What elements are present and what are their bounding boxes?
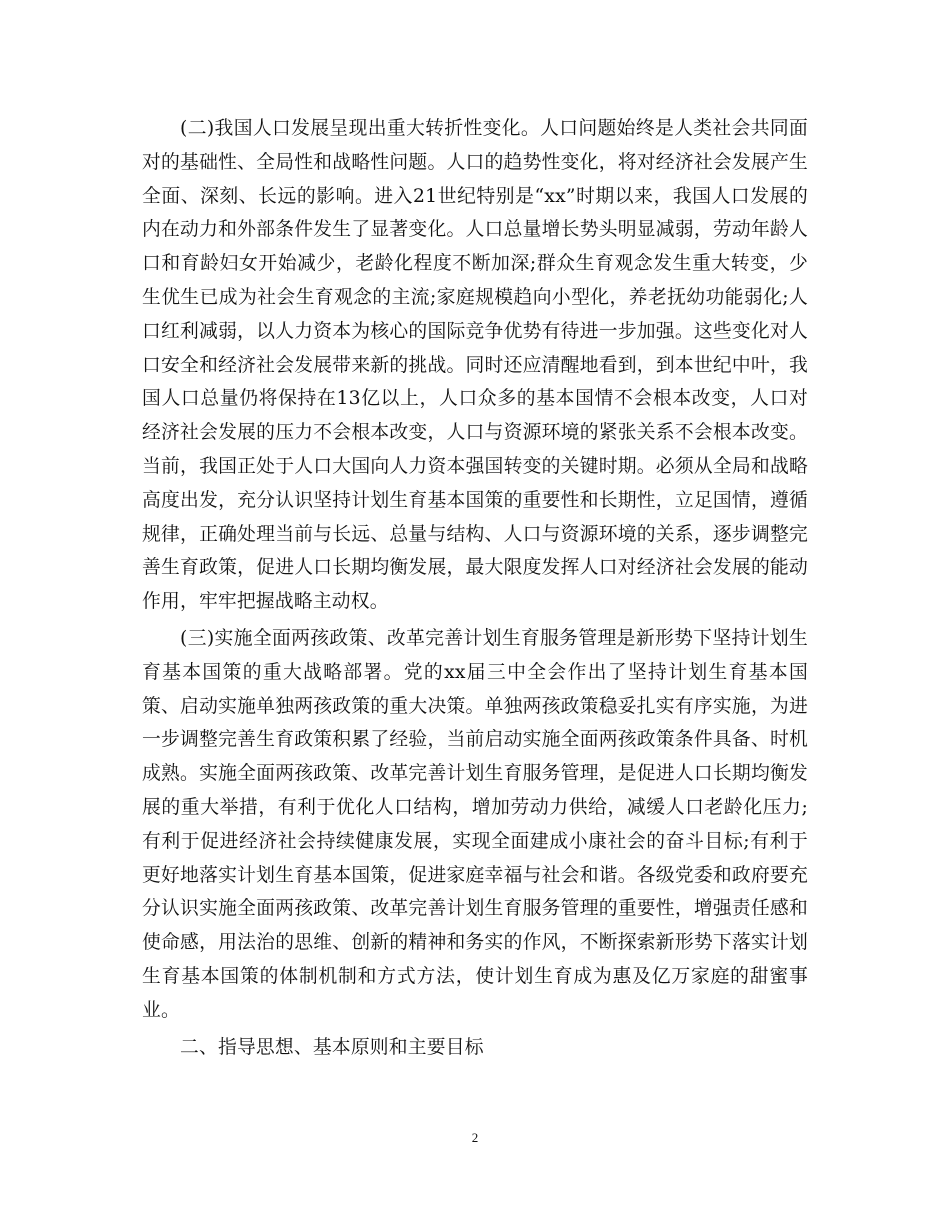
paragraph-population-transition: (二)我国人口发展呈现出重大转折性变化。人口问题始终是人类社会共同面对的基础性、全局性和战略性问题。人口的趋势性变化，将对经济社会发展产生全面、深刻、长远的影响。进入21世纪特别是“xx”时期以来，我国人口发展的内在动力和外部条件发生了显著变化。人口总量增长势头明显减弱，劳动年龄人口和育龄妇女开始减少，老龄化程度不断加深;群众生育观念发生重大转变，少生优生已成为社会生育观念的主流;家庭规模趋向小型化，养老抚幼功能弱化;人口红利减弱，以人力资本为核心的国际竞争优势有待进一步加强。这些变化对人口安全和经济社会发展带来新的挑战。同时还应清醒地看到，到本世纪中叶，我国人口总量仍将保持在13亿以上，人口众多的基本国情不会根本改变，人口对经济社会发展的压力不会根本改变，人口与资源环境的紧张关系不会根本改变。当前，我国正处于人口大国向人力资本强国转变的关键时期。必须从全局和战略高度出发，充分认识坚持计划生育基本国策的重要性和长期性，立足国情，遵循规律，正确处理当前与长远、总量与结构、人口与资源环境的关系，逐步调整完善生育政策，促进人口长期均衡发展，最大限度发挥人口对经济社会发展的能动作用，牢牢把握战略主动权。 [142,118,808,613]
document-body [142,112,808,1064]
page-number: 2 [471,1130,479,1145]
paragraph-two-child-policy: (三)实施全面两孩政策、改革完善计划生育服务管理是新形势下坚持计划生育基本国策的重大战略部署。党的xx届三中全会作出了坚持计划生育基本国策、启动实施单独两孩政策的重大决策。单独两孩政策稳妥扎实有序实施，为进一步调整完善生育政策积累了经验，当前启动实施全面两孩政策条件具备、时机成熟。实施全面两孩政策、改革完善计划生育服务管理，是促进人口长期均衡发展的重大举措，有利于优化人口结构，增加劳动力供给，减缓人口老龄化压力;有利于促进经济社会持续健康发展，实现全面建成小康社会的奋斗目标;有利于更好地落实计划生育基本国策，促进家庭幸福与社会和谐。各级党委和政府要充分认识实施全面两孩政策、改革完善计划生育服务管理的重要性，增强责任感和使命感，用法治的思维、创新的精神和务实的作风，不断探索新形势下落实计划生育基本国策的体制机制和方式方法，使计划生育成为惠及亿万家庭的甜蜜事业。 [142,627,808,1021]
section-heading: 二、指导思想、基本原则和主要目标 [180,1036,484,1058]
